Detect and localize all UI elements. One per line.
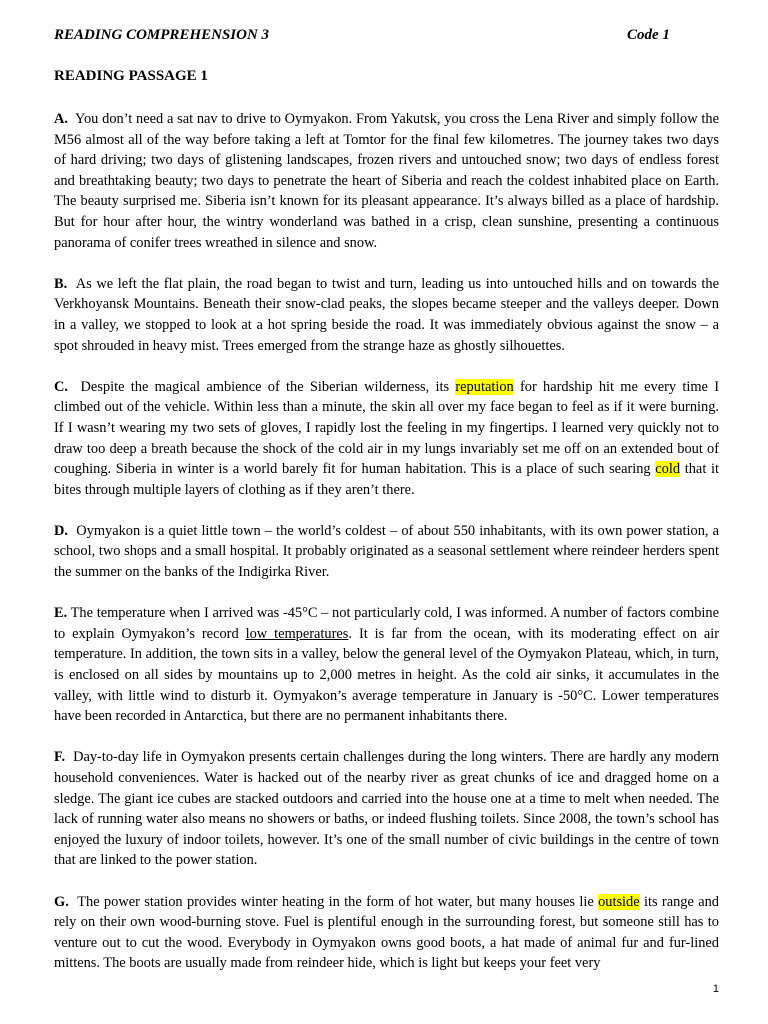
underlined-phrase: low temperatures <box>245 625 349 642</box>
paragraph-b <box>54 274 719 356</box>
paragraph-letter: G. <box>54 893 69 910</box>
highlighted-word: reputation <box>455 378 514 395</box>
paragraph-text: As we left the flat plain, the road began to twist and turn, leading us into untouched hills and on towards the Verkhoyansk Mountains. Beneath their snow-clad peaks, the slopes became steeper and the valleys deeper. Down in a valley, we stopped to look at a hot spring beside the road. It was immediately obvious against the snow – a spot shrouded in heavy mist. Trees emerged from the strange haze as ghostly silhouettes. <box>54 275 719 354</box>
paragraph-letter: E. <box>54 605 68 622</box>
paragraph-letter: C. <box>54 378 68 395</box>
paragraph-letter: F. <box>54 749 66 766</box>
highlighted-word: outside <box>598 893 640 910</box>
paragraph-text: Despite the magical ambience of the Siberian wilderness, its <box>80 378 450 395</box>
document-header <box>54 27 714 44</box>
paragraph-d <box>54 521 719 583</box>
passage-title: READING PASSAGE 1 <box>54 68 208 84</box>
paragraph-letter: A. <box>54 111 68 127</box>
paragraph-g <box>54 892 719 974</box>
paragraph-a <box>54 109 719 253</box>
paragraph-text: for hardship hit me every time I climbed out of the vehicle. Within less than a minute, the skin all over my face began to feel as if it were burning. If I wasn’t wearing my two sets of gloves, I rapidly lost the feeling in my fingertips. I learned very quickly not to draw too deep a breath because the shock of the cold air in my lungs invariably set me off on an extended bout of coughing. Siberia in winter is a world barely fit for human habitation. This is a place of such searing <box>54 378 719 478</box>
header-code: Code 1 <box>627 27 670 43</box>
paragraph-text: The power station provides winter heating in the form of hot water, but many houses lie <box>77 893 594 910</box>
paragraph-text: . It is far from the ocean, with its moderating effect on air temperature. In addition, the town sits in a valley, below the general level of the Oymyakon Plateau, which, in turn, is enclosed on all sides by mountains up to 2,000 metres in height. As the cold air sinks, it accumulates in the valley, with little wind to disturb it. Oymyakon’s average temperature in January is -50°C. Lower temperatures have been recorded in Antarctica, but there are no permanent inhabitants there. <box>54 625 720 725</box>
header-title: READING COMPREHENSION 3 <box>54 27 270 43</box>
highlighted-word: cold <box>655 461 681 478</box>
paragraph-c <box>54 377 719 501</box>
paragraph-text: Oymyakon is a quiet little town – the world’s coldest – of about 550 inhabitants, with its own power station, a school, two shops and a small hospital. It probably originated as a seasonal settlement where reindeer herders spent the summer on the banks of the Indigirka River. <box>54 522 719 581</box>
passage-body <box>54 109 719 995</box>
paragraph-text: that it bites through multiple layers of clothing as if they aren’t there. <box>54 461 719 498</box>
paragraph-text: You don’t need a sat nav to drive to Oymyakon. From Yakutsk, you cross the Lena River and simply follow the M56 almost all of the way before taking a left at Tomtor for the final few kilometres. The journey takes two days of hard driving; two days of glistening landscapes, frozen rivers and untouched snow; two days of endless forest and breathtaking beauty; two days to penetrate the heart of Siberia and reach the coldest inhabited place on Earth. The beauty surprised me. Siberia isn’t known for its pleasant appearance. It’s always billed as a place of hardship. But for hour after hour, the wintry wonderland was bathed in a crisp, clean sunshine, presenting a continuous panorama of conifer trees wreathed in silence and snow. <box>54 111 719 251</box>
paragraph-letter: D. <box>54 522 68 539</box>
paragraph-e <box>54 603 719 727</box>
paragraph-text: Day-to-day life in Oymyakon presents certain challenges during the long winters. There are hardly any modern household conveniences. Water is hacked out of the nearby river as great chunks of ice and dragged home on a sledge. The giant ice cubes are stacked outdoors and carried into the house one at a time to melt when needed. The lack of running water also means no showers or baths, or indeed flushing toilets. Since 2008, the town’s school has enjoyed the luxury of indoor toilets, however. It’s one of the small number of civic buildings in the centre of town that are linked to the power station. <box>54 749 719 869</box>
paragraph-letter: B. <box>54 275 68 292</box>
paragraph-text: its range and rely on their own wood-burning stove. Fuel is plentiful enough in the surrounding forest, but someone still has to venture out to cut the wood. Everybody in Oymyakon owns good boots, a hat made of animal fur and fur-lined mittens. The boots are usually made from reindeer hide, which is light but keeps your feet very <box>54 893 719 972</box>
paragraph-f <box>54 747 719 871</box>
paragraph-text: The temperature when I arrived was -45°C – not particularly cold, I was informed. A number of factors combine to explain Oymyakon’s record <box>54 605 719 642</box>
page-number: 1 <box>712 983 719 995</box>
